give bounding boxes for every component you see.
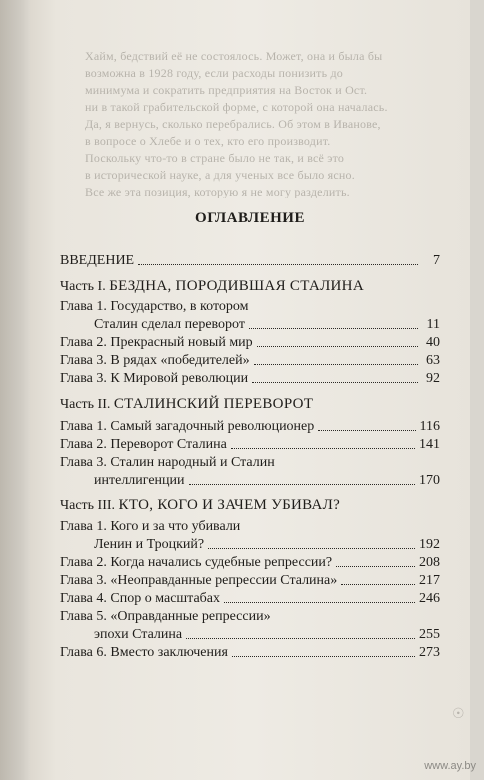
toc-entry-label: Ленин и Троцкий? <box>94 537 205 552</box>
toc-entry-chapter[interactable] <box>60 626 440 644</box>
leader-dots <box>224 590 415 603</box>
chapter-line: Глава 3. Сталин народный и Сталин <box>60 455 275 470</box>
toc-page-number: 141 <box>419 437 440 452</box>
toc-entry-label: Глава 3. В рядах «победителей» <box>60 353 250 368</box>
leader-dots <box>249 316 418 329</box>
book-page <box>30 0 470 780</box>
toc-page-number: 92 <box>426 371 440 386</box>
toc-entry-label: Глава 3. К Мировой революции <box>60 371 249 386</box>
toc-entry-chapter[interactable] <box>60 316 440 334</box>
book-gutter-shadow <box>0 0 30 780</box>
toc-entry-label: Глава 1. Самый загадочный революционер <box>60 419 315 434</box>
toc-entry-chapter[interactable] <box>60 572 440 590</box>
toc-entry-intro[interactable] <box>60 252 440 270</box>
toc-entry-label: Сталин сделал переворот <box>94 317 245 332</box>
toc-page-number: 246 <box>419 591 440 606</box>
toc-entry-chapter[interactable] <box>60 644 440 662</box>
part-heading-1 <box>60 277 440 296</box>
toc-entry-label: Глава 4. Спор о масштабах <box>60 591 221 606</box>
bleed-line: Поскольку что-то в стране было не так, и всё это <box>85 151 345 165</box>
bleed-line: ни в такой грабительской форме, с которой она началась. <box>85 100 388 114</box>
bleed-line: Хайм, бедствий её не состоялось. Может, она и была бы <box>85 49 383 63</box>
bleed-through-text <box>85 48 465 198</box>
toc-entry-label: Глава 2. Прекрасный новый мир <box>60 335 253 350</box>
toc-entry-chapter[interactable] <box>60 352 440 370</box>
toc-entry-label: эпохи Сталина <box>94 627 183 642</box>
chapter-line: Глава 1. Кого и за что убивали <box>60 519 241 534</box>
toc-entry-chapter[interactable] <box>60 334 440 352</box>
toc-entry-chapter[interactable] <box>60 370 440 388</box>
toc-title: ОГЛАВЛЕНИЕ <box>195 210 305 226</box>
toc-entry-label: Глава 2. Переворот Сталина <box>60 437 227 452</box>
bleed-line: возможна в 1928 году, если расходы понизить до <box>85 66 344 80</box>
leader-dots <box>318 418 415 431</box>
toc-page-number: 208 <box>419 555 440 570</box>
part-name: КТО, КОГО И ЗАЧЕМ УБИВАЛ? <box>118 497 341 513</box>
toc-entry-chapter[interactable] <box>60 472 440 490</box>
watermark: www.ay.by <box>424 760 476 772</box>
toc-entry-label: Глава 3. «Неоправданные репрессии Сталина» <box>60 573 338 588</box>
bleed-line: в вопросе о Хлебе и о тех, кто его производит. <box>85 134 331 148</box>
toc-page-number: 255 <box>419 627 440 642</box>
part-name: БЕЗДНА, ПОРОДИВШАЯ СТАЛИНА <box>109 278 364 294</box>
leader-dots <box>231 436 415 449</box>
part-prefix: Часть I. <box>60 279 106 294</box>
toc-entry-chapter[interactable] <box>60 536 440 554</box>
part-heading-3 <box>60 496 440 515</box>
part-prefix: Часть III. <box>60 498 116 513</box>
toc-entry-label: Глава 6. Вместо заключения <box>60 645 228 660</box>
bleed-line: минимума и сократить предприятия на Восток и Ост. <box>85 83 368 97</box>
chapter-line: Глава 5. «Оправданные репрессии» <box>60 609 271 624</box>
leader-dots <box>208 536 415 549</box>
toc-page-number: 170 <box>419 473 440 488</box>
toc-entry-label: Глава 2. Когда начались судебные репрессии? <box>60 555 333 570</box>
toc-page-number: 192 <box>419 537 440 552</box>
toc-entry-label: интеллигенции <box>94 473 185 488</box>
toc-entry-chapter[interactable] <box>60 418 440 436</box>
toc-entry-label: ВВЕДЕНИЕ <box>60 253 135 268</box>
part-heading-2 <box>60 395 440 414</box>
leader-dots <box>232 644 415 657</box>
leader-dots <box>257 334 418 347</box>
leader-dots <box>336 554 415 567</box>
bleed-line: Все же эта позиция, которую я не могу разделить. <box>85 185 350 198</box>
leader-dots <box>252 370 418 383</box>
part-prefix: Часть II. <box>60 397 111 412</box>
toc-page-number: 273 <box>419 645 440 660</box>
pin-mark-icon: ☉ <box>452 707 465 722</box>
toc-entry-chapter[interactable] <box>60 554 440 572</box>
toc-entry-chapter[interactable] <box>60 590 440 608</box>
leader-dots <box>189 472 415 485</box>
toc-page-number: 7 <box>433 253 440 268</box>
toc-page-number: 40 <box>426 335 440 350</box>
toc-entry-chapter[interactable] <box>60 436 440 454</box>
leader-dots <box>254 352 418 365</box>
toc-page-number: 63 <box>426 353 440 368</box>
part-name: СТАЛИНСКИЙ ПЕРЕВОРОТ <box>113 396 314 412</box>
leader-dots <box>186 626 415 639</box>
toc-page-number: 11 <box>426 317 440 332</box>
toc-page-number: 217 <box>419 573 440 588</box>
bleed-line: Да, я вернусь, сколько перебрались. Об этом в Иванове, <box>85 117 381 131</box>
chapter-line: Глава 1. Государство, в котором <box>60 299 249 314</box>
leader-dots <box>138 252 418 265</box>
toc-page-number: 116 <box>419 419 440 434</box>
leader-dots <box>341 572 415 585</box>
bleed-line: в исторической науке, а для ученых все было ясно. <box>85 168 355 182</box>
